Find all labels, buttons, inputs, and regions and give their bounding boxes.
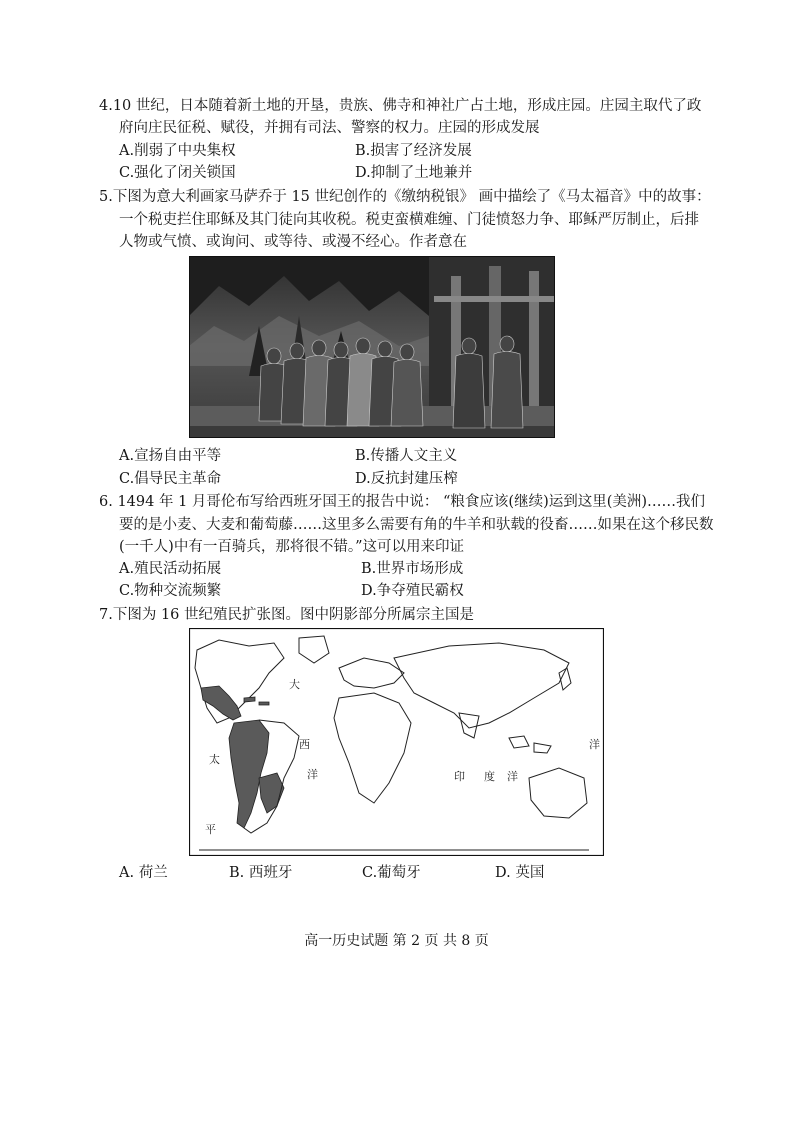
q5-option-b[interactable]: B.传播人文主义	[355, 448, 458, 464]
q6-option-c[interactable]: C.物种交流频繁	[119, 583, 222, 599]
map-label-indian-3: 洋	[507, 770, 518, 783]
q6-option-d[interactable]: D.争夺殖民霸权	[361, 583, 464, 599]
colonial-expansion-map	[189, 628, 604, 856]
q5-stem-line1: 5.下图为意大利画家马萨乔于 15 世纪创作的《缴纳税银》 画中描绘了《马太福音》中的故事：	[99, 189, 711, 205]
q5-stem-line2: 一个税吏拦住耶稣及其门徒向其收税。税吏蛮横难缠、门徒愤怒力争、耶稣严厉制止，后排	[119, 212, 699, 228]
q4-option-c[interactable]: C.强化了闭关锁国	[119, 165, 236, 181]
map-label-atlantic-3: 洋	[307, 768, 318, 781]
map-label-indian-2: 度	[484, 770, 495, 783]
map-label-atlantic-2: 西	[299, 738, 310, 751]
map-label-pacific-2: 平	[205, 823, 216, 836]
q4-option-b[interactable]: B.损害了经济发展	[355, 143, 472, 159]
map-label-pacific-1: 太	[209, 753, 220, 766]
q6-stem-line3: (一千人)中有一百骑兵，那将很不错。”这可以用来印证	[119, 539, 464, 555]
q4-option-a[interactable]: A.削弱了中央集权	[119, 143, 236, 159]
q6-stem-line1: 6. 1494 年 1 月哥伦布写给西班牙国王的报告中说： “粮食应该(继续)运到这里(美洲)……我们	[99, 494, 706, 510]
map-label-atlantic-1: 大	[289, 678, 300, 691]
q4-option-d[interactable]: D.抑制了土地兼并	[355, 165, 473, 181]
q7-option-b[interactable]: B. 西班牙	[229, 865, 293, 881]
q7-option-a[interactable]: A. 荷兰	[119, 865, 168, 881]
q6-option-b[interactable]: B.世界市场形成	[361, 561, 464, 577]
q7-stem-line1: 7.下图为 16 世纪殖民扩张图。图中阴影部分所属宗主国是	[99, 607, 475, 623]
q6-stem-line2: 要的是小麦、大麦和葡萄藤……这里多么需要有角的牛羊和驮载的役畜……如果在这个移民数	[119, 517, 714, 533]
q5-option-c[interactable]: C.倡导民主革命	[119, 471, 222, 487]
q6-option-a[interactable]: A.殖民活动拓展	[119, 561, 222, 577]
q5-option-a[interactable]: A.宣扬自由平等	[119, 448, 222, 464]
q5-option-d[interactable]: D.反抗封建压榨	[355, 471, 458, 487]
map-label-pacific-3: 洋	[589, 738, 600, 751]
map-label-indian-1: 印	[454, 770, 465, 783]
q7-option-c[interactable]: C.葡萄牙	[362, 865, 421, 881]
page-footer: 高一历史试题 第 2 页 共 8 页	[304, 933, 489, 949]
q5-stem-line3: 人物或气愤、或询问、或等待、或漫不经心。作者意在	[119, 234, 467, 250]
q7-option-d[interactable]: D. 英国	[495, 865, 545, 881]
q4-stem-line2: 府向庄民征税、赋役，并拥有司法、警察的权力。庄园的形成发展	[119, 120, 540, 136]
q4-stem-line1: 4.10 世纪，日本随着新土地的开垦，贵族、佛寺和神社广占土地，形成庄园。庄园主取代了政	[99, 98, 702, 114]
tribute-money-painting	[189, 256, 555, 438]
